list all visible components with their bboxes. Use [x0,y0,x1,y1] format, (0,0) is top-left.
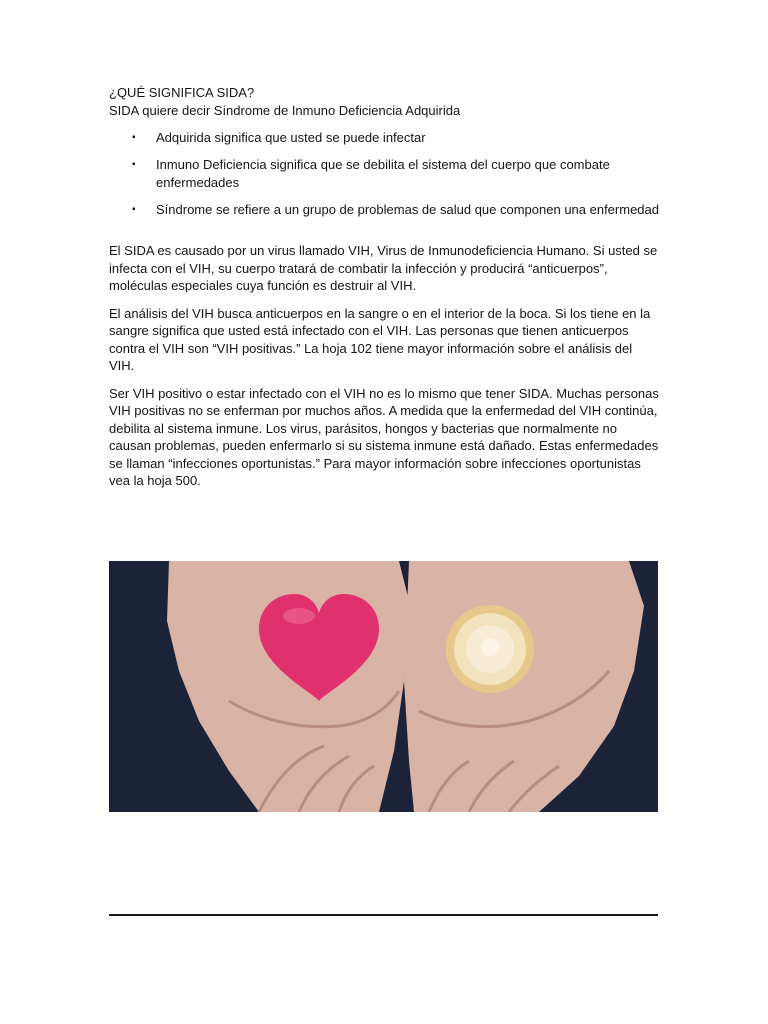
paragraph-positive: Ser VIH positivo o estar infectado con el VIH no es lo mismo que tener SIDA. Muchas personas VIH positivas no se enferman por muchos años. A medida que la enfermedad del VIH continúa, debilita al sistema inmune. Los virus, parásitos, hongos y bacterias que normalmente no causan problemas, pueden enfermarlo si su sistema inmune está dañado. Estas enfermedades se llaman “infecciones oportunistas.” Para mayor información sobre infecciones oportunistas vea la hoja 500. [109,385,659,488]
list-item [109,156,661,192]
hands-heart-condom-photo [109,561,658,812]
condom-icon [446,605,534,693]
document-body [109,84,661,500]
list-item-text: Síndrome se refiere a un grupo de problemas de salud que componen una enfermedad [156,202,659,217]
list-item [109,129,661,147]
list-item [109,201,661,219]
bullet-square-icon: ▪ [132,159,136,170]
page-subtitle: SIDA quiere decir Síndrome de Inmuno Deficiencia Adquirida [109,103,461,118]
photo-illustration [109,561,658,812]
paragraph-analysis: El análisis del VIH busca anticuerpos en la sangre o en el interior de la boca. Si los tiene en la sangre significa que usted está infectado con el VIH. Las personas que tienen anticuerpos contra el VIH son “VIH positivas.” La hoja 102 tiene mayor información sobre el análisis del VIH. [109,305,651,373]
list-item-text: Adquirida significa que usted se puede infectar [156,130,426,145]
bullet-square-icon: ▪ [132,132,136,143]
list-item-text: Inmuno Deficiencia significa que se debilita el sistema del cuerpo que combate enfermedades [156,157,610,190]
bullet-list [109,129,661,219]
paragraph-cause: El SIDA es causado por un virus llamado VIH, Virus de Inmunodeficiencia Humano. Si usted se infecta con el VIH, su cuerpo tratará de combatir la infección y producirá “anticuerpos”, moléculas especiales cuya función es destruir al VIH. [109,243,658,293]
footer-divider [109,914,658,916]
bullet-square-icon: ▪ [132,204,136,215]
page-title: ¿QUÉ SIGNIFICA SIDA? [109,85,255,100]
